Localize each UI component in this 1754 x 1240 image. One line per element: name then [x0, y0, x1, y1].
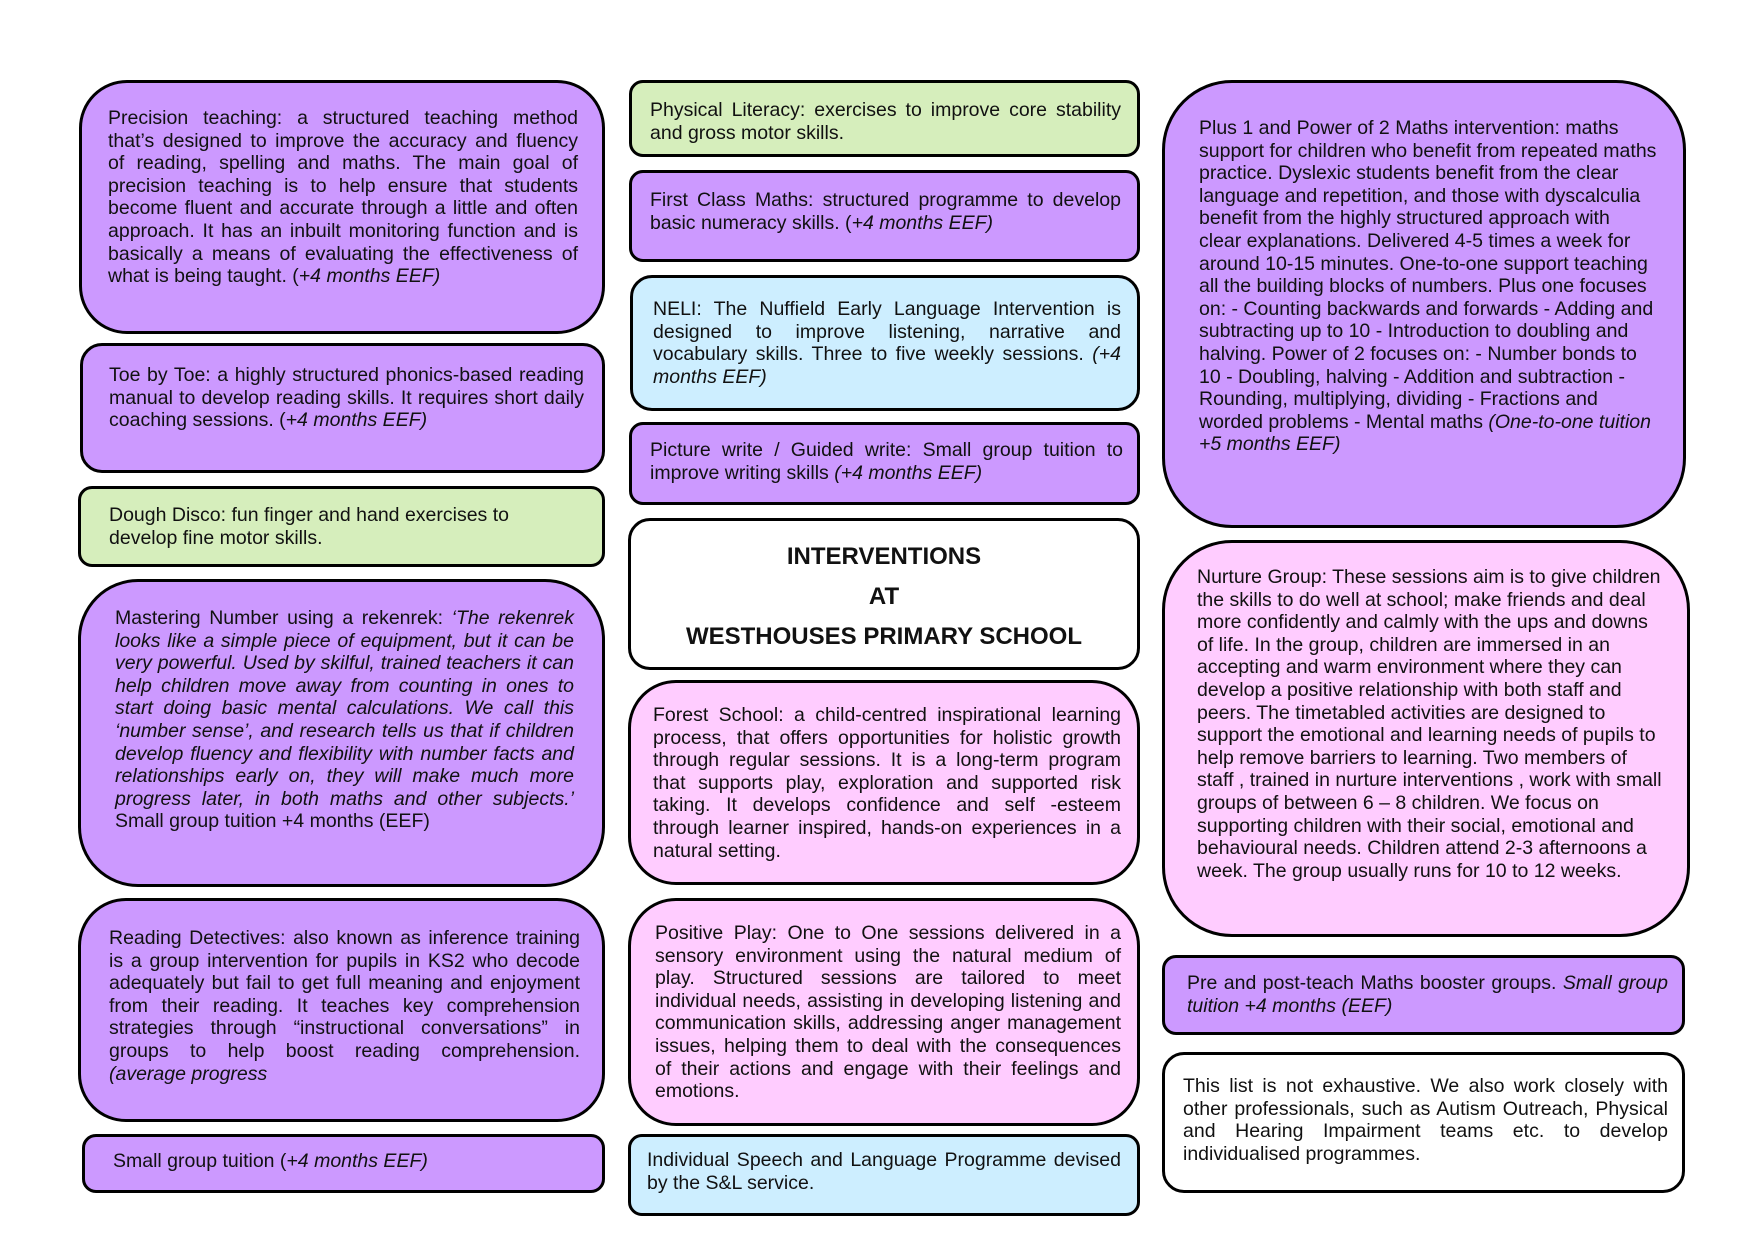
- picture-write-box: [629, 422, 1140, 505]
- nurture-group-text: Nurture Group: These sessions aim is to give children the skills to do well at school; make friends and deal more confidently and calmly with the ups and downs of life. In the group, children are immersed in an accepting and warm environment where they can develop a positive relationship with both staff and peers. The timetabled activities are designed to support the emotional and learning needs of pupils to help remove barriers to learning. Two members of staff , trained in nurture interventions , work with small groups of between 6 – 8 children. We focus on supporting children with their social, emotional and behavioural needs. Children attend 2-3 afternoons a week. The group usually runs for 10 to 12 weeks.: [1197, 566, 1662, 882]
- mastering-number-text: Mastering Number using a rekenrek:: [115, 607, 452, 629]
- small-group-tuition-eef: +4 months EEF): [286, 1150, 428, 1172]
- toe-by-toe-eef: +4 months EEF): [285, 409, 428, 432]
- precision-teaching-eef: +4 months EEF): [298, 265, 441, 288]
- dough-disco-box: [78, 486, 605, 567]
- forest-school-text: Forest School: a child-centred inspirational learning process, that offers opportunities for holistic growth through regular sessions. It is a long-term program that supports play, exploration and supported risk taking. It develops confidence and self -esteem through learner inspired, hands-on experiences in a natural setting.: [653, 704, 1121, 862]
- physical-literacy-text: Physical Literacy: exercises to improve core stability and gross motor skills.: [650, 99, 1121, 144]
- reading-detectives-box: [78, 898, 605, 1122]
- neli-text: NELI: The Nuffield Early Language Intervention is designed to improve listening, narrative and vocabulary skills. Three to five weekly sessions.: [653, 298, 1121, 366]
- picture-write-text: Picture write / Guided write: Small group tuition to improve writing skills: [650, 439, 1123, 484]
- first-class-maths-text: First Class Maths: structured programme to develop basic numeracy skills. (: [650, 189, 1121, 234]
- first-class-maths-box: [629, 170, 1140, 262]
- picture-write-eef: (+4 months EEF): [834, 461, 983, 484]
- nurture-group-box: [1162, 540, 1690, 937]
- neli-eef: (+4 months EEF): [653, 343, 1121, 388]
- reading-detectives-progress: (average progress: [109, 1062, 268, 1085]
- page-title-line-1: INTERVENTIONS: [786, 543, 982, 570]
- small-group-tuition-text: Small group tuition (: [113, 1150, 287, 1172]
- positive-play-text: Positive Play: One to One sessions delivered in a sensory environment using the natural medium of play. Structured sessions are tailored to meet individual needs, assisting in developing listening and communication skills, addressing anger management issues, helping them to deal with the consequences of their actions and engage with their feelings and emotions.: [655, 922, 1121, 1103]
- title-box: [628, 518, 1140, 670]
- page-title-line-2: AT: [868, 583, 900, 610]
- precision-teaching-box: [79, 80, 605, 334]
- not-exhaustive-box: [1162, 1052, 1685, 1193]
- reading-detectives-text: Reading Detectives: also known as inference training is a group intervention for pupils in KS2 who decode adequately but fail to get full meaning and enjoyment from their reading. It teaches key comprehension strategies through “instructional conversations” in groups to help boost reading comprehension.: [109, 927, 580, 1062]
- page-title-line-3: WESTHOUSES PRIMARY SCHOOL: [685, 623, 1083, 650]
- precision-teaching-text: Precision teaching: a structured teaching method that’s designed to improve the accuracy and fluency of reading, spelling and maths. The main goal of precision teaching is to help ensure that students become fluent and accurate through a little and often approach. It has an inbuilt monitoring function and is basically a means of evaluating the effectiveness of what is being taught. (: [108, 107, 578, 288]
- positive-play-box: [628, 898, 1140, 1126]
- first-class-maths-eef: +4 months EEF): [851, 211, 993, 234]
- toe-by-toe-box: [80, 343, 605, 473]
- speech-language-box: [628, 1134, 1140, 1216]
- speech-language-text: Individual Speech and Language Programme devised by the S&L service.: [647, 1149, 1121, 1194]
- forest-school-box: [628, 680, 1140, 885]
- dough-disco-text: Dough Disco: fun finger and hand exercises to develop fine motor skills.: [109, 504, 509, 549]
- pre-post-teach-text: Pre and post-teach Maths booster groups.: [1187, 972, 1563, 994]
- mastering-number-eef: Small group tuition +4 months (EEF): [115, 810, 430, 833]
- pre-post-teach-eef: Small group tuition +4 months (EEF): [1187, 972, 1669, 1017]
- plus-one-power-of-two-box: [1162, 80, 1686, 528]
- not-exhaustive-text: This list is not exhaustive. We also work closely with other professionals, such as Autism Outreach, Physical and Hearing Impairment teams etc. to develop individualised programmes.: [1183, 1075, 1668, 1165]
- small-group-tuition-box: [82, 1134, 605, 1193]
- physical-literacy-box: [629, 80, 1140, 157]
- toe-by-toe-text: Toe by Toe: a highly structured phonics-based reading manual to develop reading skills. It requires short daily coaching sessions. (: [109, 364, 584, 432]
- mastering-number-box: [78, 579, 605, 887]
- plus-one-text: Plus 1 and Power of 2 Maths intervention: maths support for children who benefit from repeated maths practice. Dyslexic students benefit from the clear language and repetition, and those with dyscalculia benefit from the highly structured approach with clear explanations. Delivered 4-5 times a week for around 10-15 minutes. One-to-one support teaching all the building blocks of numbers. Plus one focuses on: - Counting backwards and forwards - Adding and subtracting up to 10 - Introduction to doubling and halving. Power of 2 focuses on: - Number bonds to 10 - Doubling, halving - Addition and subtraction - Rounding, multiplying, dividing - Fractions and worded problems - Mental maths: [1199, 117, 1657, 433]
- pre-post-teach-box: [1162, 955, 1685, 1035]
- mastering-number-quote: ‘The rekenrek looks like a simple piece of equipment, but it can be very powerful. Used by skilful, trained teachers it can help children move away from counting in ones to start doing basic mental calculations. We call this ‘number sense’, and research tells us that if children develop fluency and flexibility with number facts and relationships early on, they will make much more progress later, in both maths and other subjects.’: [115, 607, 575, 810]
- neli-box: [630, 275, 1140, 411]
- plus-one-eef: (One-to-one tuition +5 months EEF): [1199, 410, 1651, 456]
